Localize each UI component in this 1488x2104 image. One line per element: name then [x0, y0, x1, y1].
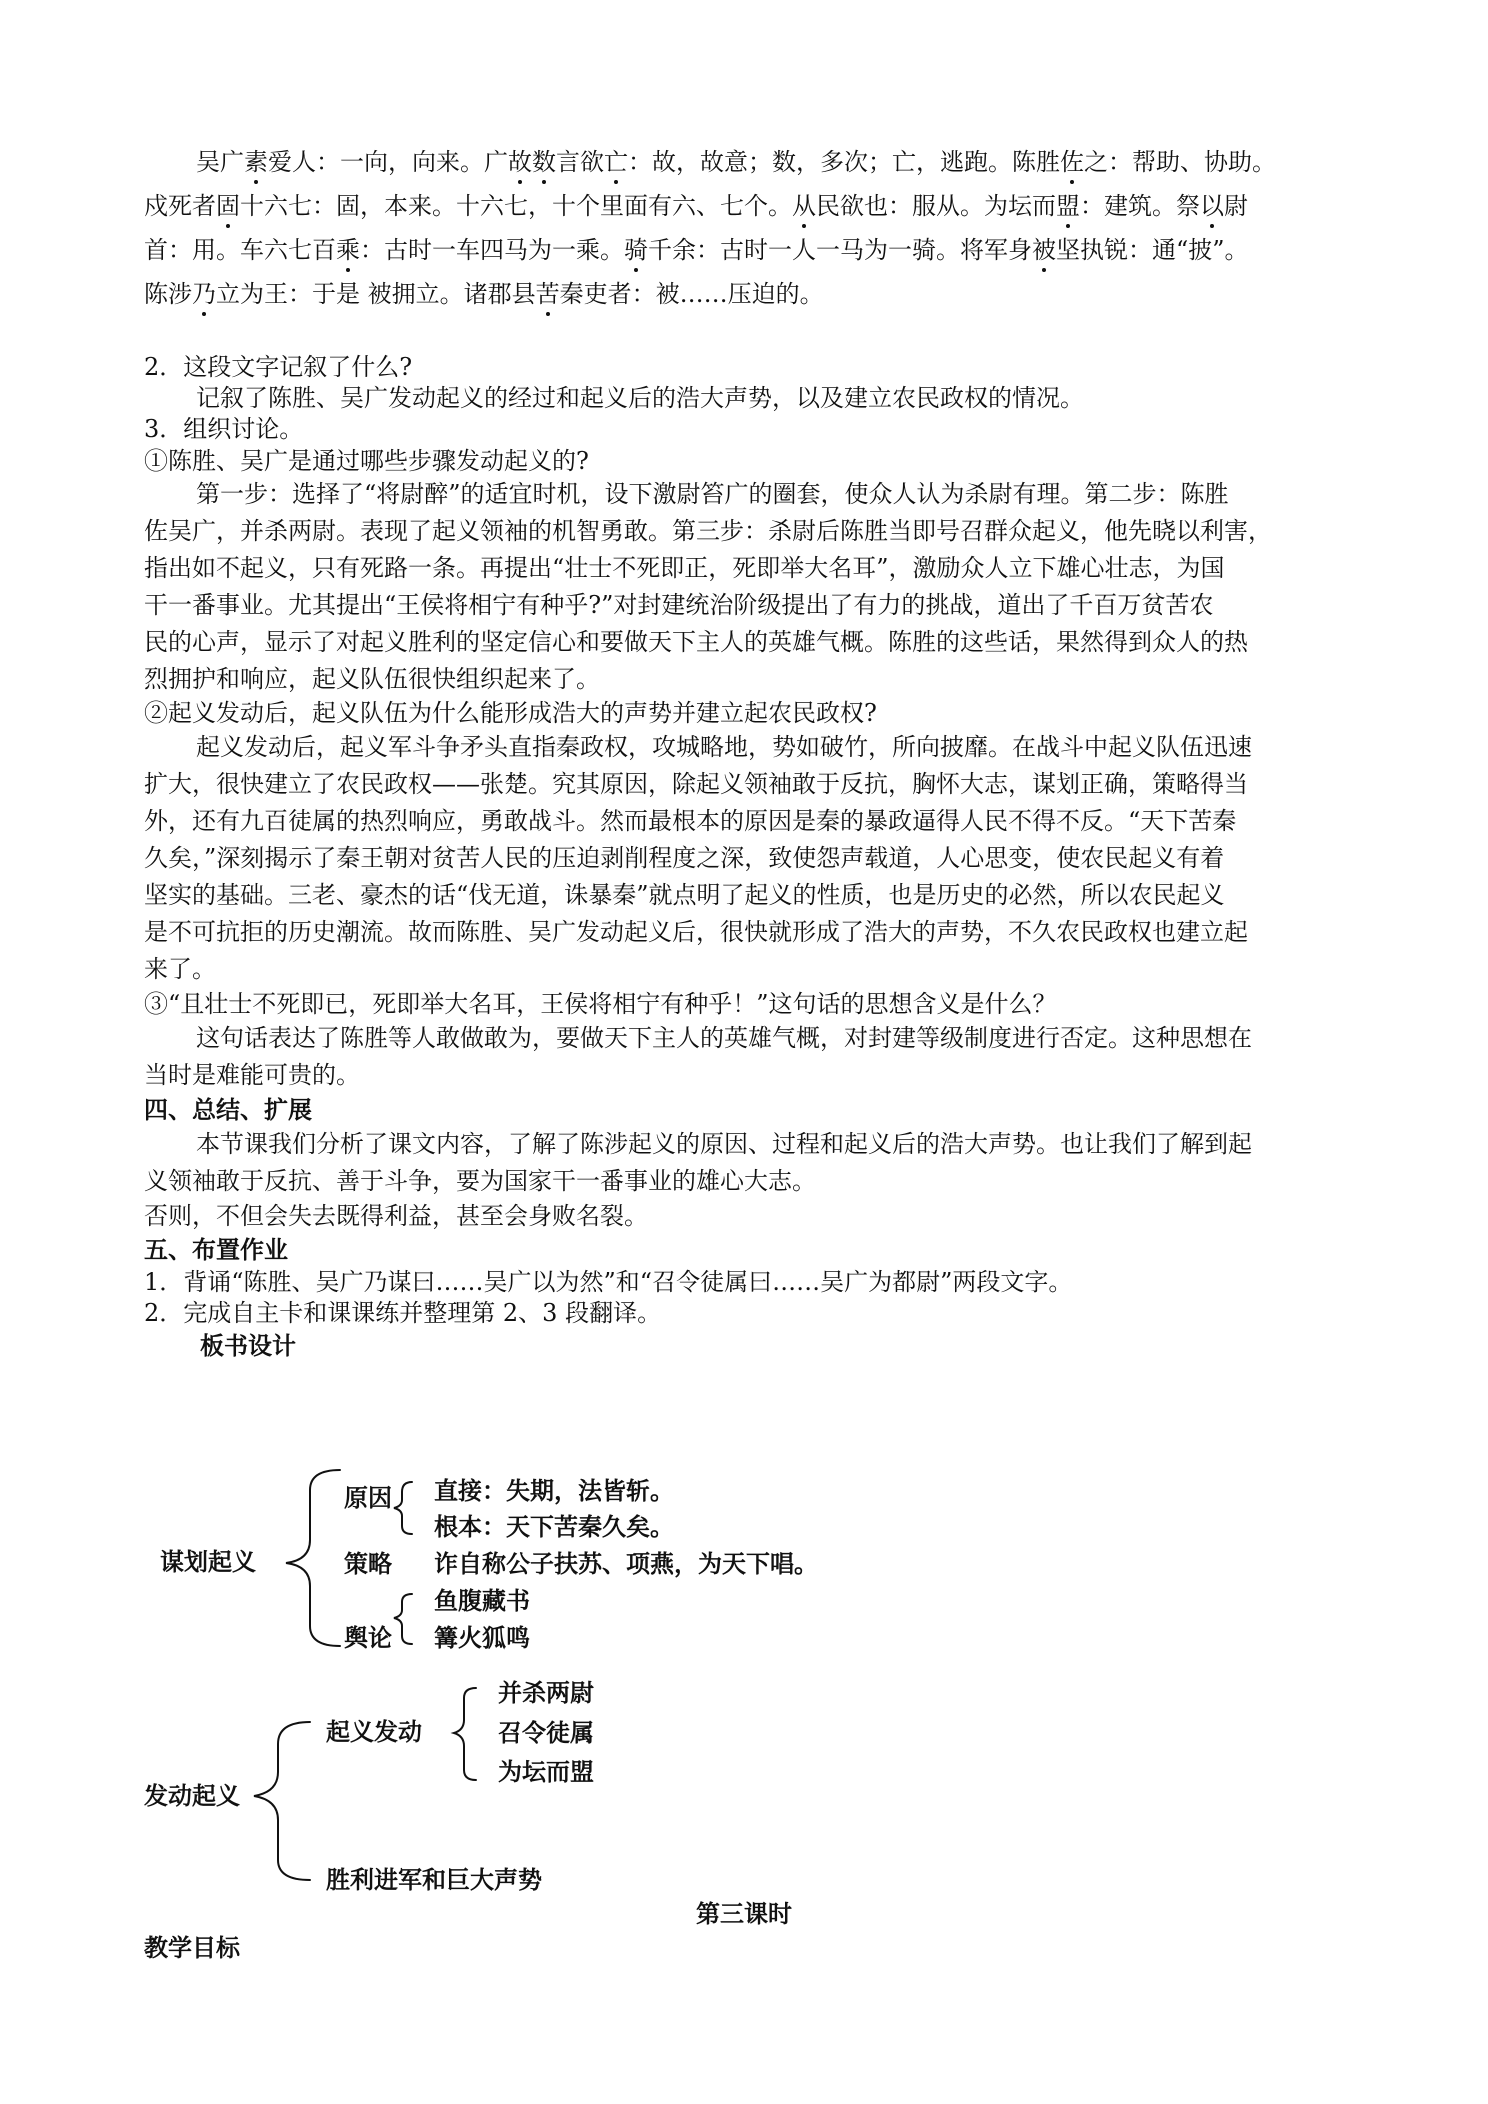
discussion-2-line: 是不可抗拒的历史潮流。故而陈胜、吴广发动起义后，很快就形成了浩大的声势，不久农民政权也建立起	[144, 918, 1248, 946]
discussion-3-line: 当时是难能可贵的。	[144, 1061, 360, 1089]
vocab-text: 尉	[1224, 192, 1248, 220]
board-cause-root: 根本：天下苦秦久矣。	[434, 1513, 674, 1541]
board-victory: 胜利进军和巨大声势	[326, 1866, 542, 1894]
discussion-1-line: 烈拥护和响应，起义队伍很快组织起来了。	[144, 665, 600, 693]
question-3: 3．组织讨论。	[144, 415, 304, 443]
discussion-3-question: ③“且壮士不死即已，死即举大名耳，王侯将相宁有种乎！”这句话的思想含义是什么？	[144, 990, 1057, 1018]
discussion-1-line: 民的心声，显示了对起义胜利的坚定信心和要做天下主人的英雄气概。陈胜的这些话，果然得到众人的热	[144, 628, 1248, 656]
discussion-2-line: 起义发动后，起义军斗争矛头直指秦政权，攻城略地，势如破竹，所向披靡。在战斗中起义队伍迅速	[196, 733, 1252, 761]
vocab-text: 爱人：一向，向来。广	[268, 148, 508, 176]
board-uprising: 起义发动	[326, 1718, 422, 1746]
vocab-text: 陈涉	[144, 280, 192, 308]
vocab-text: 秦吏者：被……压迫的。	[559, 280, 824, 308]
emphasized-char: 故	[508, 148, 532, 176]
discussion-3-line: 这句话表达了陈胜等人敢做敢为，要做天下主人的英雄气概，对封建等级制度进行否定。这种思想在	[196, 1024, 1252, 1052]
emphasized-char: 佐	[1060, 148, 1084, 176]
vocab-text: 民欲也：服从。为坛而	[816, 192, 1056, 220]
vocab-text: 立为王：于是 被拥立。诸郡县	[216, 280, 536, 308]
answer-2: 记叙了陈胜、吴广发动起义的经过和起义后的浩大声势，以及建立农民政权的情况。	[196, 384, 1084, 412]
discussion-2-line: 外，还有九百徒属的热烈响应，勇敢战斗。然而最根本的原因是秦的暴政逼得人民不得不反。“天下苦秦	[144, 807, 1237, 835]
discussion-1-question: ①陈胜、吴广是通过哪些步骤发动起义的?	[144, 447, 589, 475]
vocab-text: 言欲	[556, 148, 604, 176]
vocab-text: 之：帮助、协助。	[1084, 148, 1276, 176]
section-4-line: 本节课我们分析了课文内容，了解了陈涉起义的原因、过程和起义后的浩大声势。也让我们了解到起	[196, 1130, 1252, 1158]
board-strategy: 策略	[344, 1550, 392, 1578]
vocab-text: ：建筑。祭	[1080, 192, 1200, 220]
emphasized-char: 乃	[192, 280, 216, 308]
board-summon: 召令徒属	[498, 1719, 594, 1747]
board-title: 板书设计	[200, 1332, 296, 1360]
emphasized-char: 乘	[336, 236, 360, 264]
vocab-text: 坚执锐：通“披”。	[1056, 236, 1249, 264]
discussion-2-line: 久矣，”深刻揭示了秦王朝对贫苦人民的压迫剥削程度之深，致使怨声载道，人心思变，使农民起义有着	[144, 844, 1225, 872]
teaching-goals-heading: 教学目标	[144, 1934, 240, 1962]
vocab-text: 十六七：固，本来。十六七，十个里面有六、七个。	[240, 192, 792, 220]
board-fox: 篝火狐鸣	[434, 1624, 530, 1652]
vocab-text: 千余：古时一人一马为一骑。将军身	[648, 236, 1032, 264]
emphasized-char: 以	[1200, 192, 1224, 220]
board-launch: 发动起义	[144, 1782, 240, 1810]
vocab-text: ：故，故意；数，多次；亡，逃跑。陈胜	[628, 148, 1060, 176]
section-4-extra: 否则，不但会失去既得利益，甚至会身败名裂。	[144, 1202, 648, 1230]
board-altar: 为坛而盟	[498, 1758, 594, 1786]
emphasized-char: 数	[532, 148, 556, 176]
discussion-1-line: 干一番事业。尤其提出“王侯将相宁有种乎?”对封建统治阶级提出了有力的挑战，道出了千百万贫苦农	[144, 591, 1214, 619]
emphasized-char: 亡	[604, 148, 628, 176]
vocab-text: 首：用。车六七百	[144, 236, 336, 264]
homework-1: 1．背诵“陈胜、吴广乃谋曰……吴广以为然”和“召令徒属曰……吴广为都尉”两段文字。	[144, 1268, 1073, 1296]
board-fish: 鱼腹藏书	[434, 1587, 530, 1615]
board-plan: 谋划起义	[160, 1548, 256, 1576]
homework-2: 2．完成自主卡和课课练并整理第 2、3 段翻译。	[144, 1299, 662, 1327]
emphasized-char: 骑	[624, 236, 648, 264]
section-4-line: 义领袖敢于反抗、善于斗争，要为国家干一番事业的雄心大志。	[144, 1167, 816, 1195]
discussion-1-line: 佐吴广，并杀两尉。表现了起义领袖的机智勇敢。第三步：杀尉后陈胜当即号召群众起义，他先晓以利害，	[144, 517, 1272, 545]
board-cause-direct: 直接：失期，法皆斩。	[434, 1477, 674, 1505]
section-4-heading: 四、总结、扩展	[144, 1096, 312, 1124]
board-strategy-text: 诈自称公子扶苏、项燕，为天下唱。	[434, 1550, 818, 1578]
board-kill: 并杀两尉	[498, 1679, 594, 1707]
discussion-2-line: 扩大，很快建立了农民政权——张楚。究其原因，除起义领袖敢于反抗，胸怀大志，谋划正确，策略得当	[144, 770, 1248, 798]
emphasized-char: 素	[244, 148, 268, 176]
vocab-text: ：古时一车四马为一乘。	[360, 236, 624, 264]
question-2: 2．这段文字记叙了什么?	[144, 353, 413, 381]
lesson-3-heading: 第三课时	[696, 1900, 792, 1928]
discussion-2-line: 来了。	[144, 955, 216, 983]
discussion-2-question: ②起义发动后，起义队伍为什么能形成浩大的声势并建立起农民政权?	[144, 699, 877, 727]
vocab-text: 戍死者	[144, 192, 216, 220]
board-cause: 原因	[344, 1484, 392, 1512]
emphasized-char: 盟	[1056, 192, 1080, 220]
discussion-1-line: 指出如不起义，只有死路一条。再提出“壮士不死即正，死即举大名耳”，激励众人立下雄心壮志，为国	[144, 554, 1225, 582]
section-5-heading: 五、布置作业	[144, 1236, 288, 1264]
emphasized-char: 被	[1032, 236, 1056, 264]
emphasized-char: 固	[216, 192, 240, 220]
vocab-text: 吴广	[196, 148, 244, 176]
emphasized-char: 从	[792, 192, 816, 220]
discussion-2-line: 坚实的基础。三老、豪杰的话“伐无道，诛暴秦”就点明了起义的性质，也是历史的必然，所以农民起义	[144, 881, 1225, 909]
emphasized-char: 苦	[535, 280, 560, 308]
discussion-1-line: 第一步：选择了“将尉醉”的适宜时机，设下激尉笞广的圈套，使众人认为杀尉有理。第二步：陈胜	[196, 480, 1229, 508]
board-opinion: 舆论	[344, 1624, 392, 1652]
